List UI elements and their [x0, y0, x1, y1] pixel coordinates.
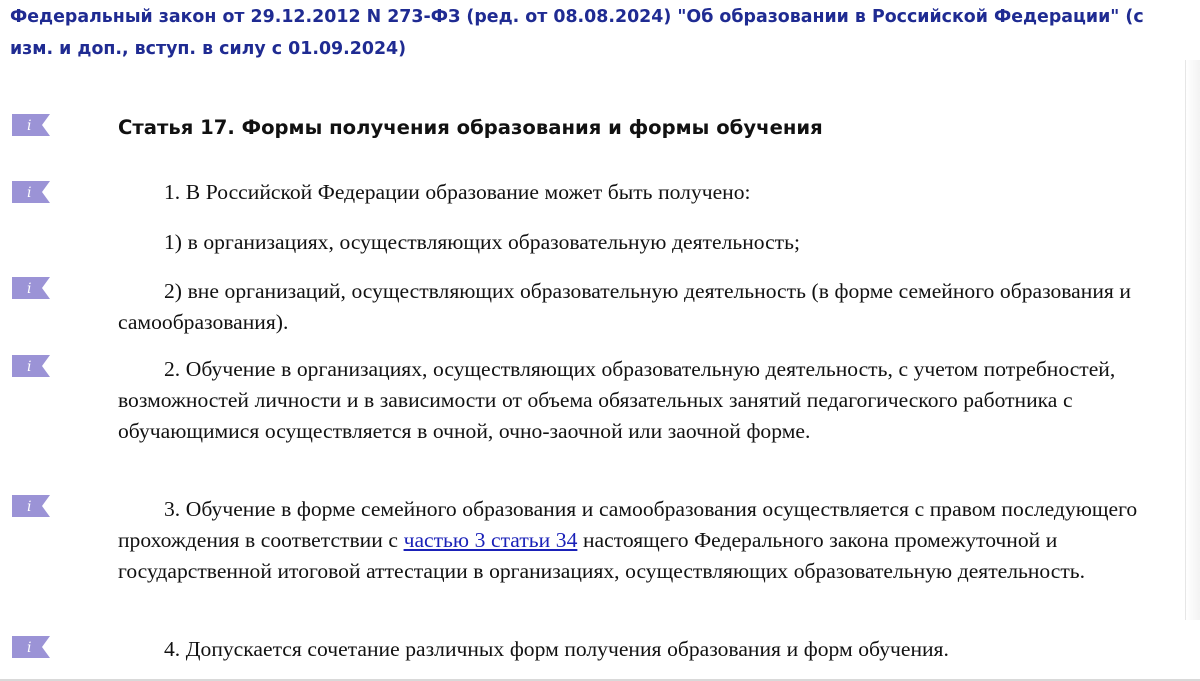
paragraph-4: 4. Допускается сочетание различных форм получения образования и форм обучения.	[164, 637, 949, 661]
paragraph-2: 2. Обучение в организациях, осуществляющих образовательную деятельность, с учетом потребностей, возможностей личности и в зависимости от объема обязательных занятий педагогического работника с обучающимися осуществляется в очной, очно-заочной или заочной форме.	[118, 357, 1116, 443]
paragraph-1: 1. В Российской Федерации образование может быть получено:	[164, 180, 751, 204]
paragraph-1-item-2: 2) вне организаций, осуществляющих образовательную деятельность (в форме семейного образования и самообразования).	[118, 279, 1131, 334]
scrollbar[interactable]	[1185, 60, 1200, 620]
document-header	[10, 0, 1180, 65]
paragraph-3-text-before: 3. Обучение в форме семейного образования и самообразования осуществляется с правом последующего прохождения в соответствии с	[118, 497, 1138, 552]
svg-text:i: i	[27, 640, 32, 656]
info-bookmark-icon[interactable]	[12, 636, 50, 658]
svg-text:i: i	[27, 118, 32, 134]
info-bookmark-icon[interactable]	[12, 355, 50, 377]
info-bookmark-icon[interactable]	[12, 114, 50, 136]
info-bookmark-icon[interactable]	[12, 495, 50, 517]
svg-text:i: i	[27, 185, 32, 201]
paragraph-1-item-1: 1) в организациях, осуществляющих образовательную деятельность;	[164, 230, 800, 254]
svg-text:i: i	[27, 281, 32, 297]
svg-text:i: i	[27, 499, 32, 515]
svg-text:i: i	[27, 359, 32, 375]
paragraph-3	[118, 494, 1148, 587]
info-bookmark-icon[interactable]	[12, 277, 50, 299]
article-heading: Статья 17. Формы получения образования и формы обучения	[118, 116, 823, 139]
info-bookmark-icon[interactable]	[12, 181, 50, 203]
document-title: Федеральный закон от 29.12.2012 N 273-ФЗ (ред. от 08.08.2024) "Об образовании в Российской Федерации" (с изм. и доп., вступ. в силу с 01.09.2024)	[10, 7, 1144, 59]
article-reference-link[interactable]: частью 3 статьи 34	[403, 528, 578, 552]
paragraph-3-text-after: настоящего Федерального закона промежуточной и государственной итоговой аттестации в организациях, осуществляющих образовательную деятельность.	[118, 528, 1086, 583]
